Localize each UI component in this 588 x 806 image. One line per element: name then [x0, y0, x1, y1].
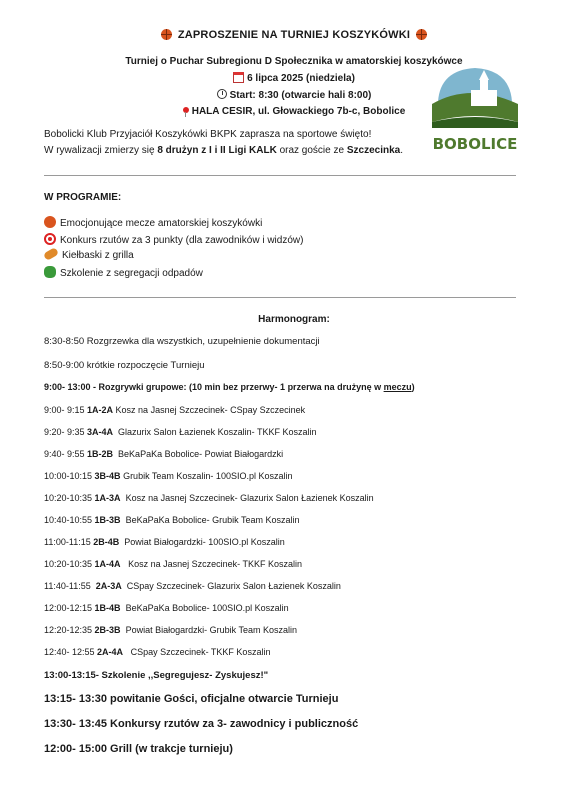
- match-row: [44, 559, 302, 569]
- match-code: 1B-4B: [94, 603, 121, 613]
- match-row: [44, 581, 341, 591]
- target-icon: [44, 233, 56, 245]
- program-item: [44, 250, 134, 261]
- match-time: 12:00-12:15: [44, 603, 95, 613]
- pin-icon: [183, 107, 189, 113]
- match-time: 10:20-10:35: [44, 559, 95, 569]
- match-row: [44, 471, 292, 481]
- program-item: [44, 266, 203, 279]
- match-teams: Powiat Białogardzki- Grubik Team Koszalin: [120, 625, 297, 635]
- match-teams: Grubik Team Koszalin- 100SIO.pl Koszalin: [120, 471, 293, 481]
- match-code: 1B-3B: [94, 515, 121, 525]
- match-row: [44, 537, 285, 547]
- divider: [44, 175, 516, 176]
- match-time: 11:00-11:15: [44, 537, 94, 547]
- sausage-icon: [43, 247, 59, 261]
- group-header-underlined: meczu: [383, 382, 412, 392]
- match-row: [44, 405, 305, 415]
- group-header-text: ): [411, 382, 415, 392]
- match-row: [44, 603, 289, 613]
- subtitle: Turniej o Puchar Subregionu D Społecznika w amatorskiej koszykówce: [125, 56, 463, 67]
- bobolice-logo: [430, 62, 520, 157]
- match-teams: Kosz na Jasnej Szczecinek- CSpay Szczecinek: [113, 405, 306, 415]
- schedule-title: Harmonogram:: [258, 314, 330, 325]
- match-teams: BeKaPaKa Bobolice- Grubik Team Koszalin: [120, 515, 300, 525]
- page-title: [0, 29, 588, 41]
- recycle-icon: [44, 266, 56, 278]
- basketball-icon: [161, 29, 172, 40]
- match-teams: Glazurix Salon Łazienek Koszalin- TKKF Koszalin: [113, 427, 317, 437]
- calendar-icon: [233, 72, 244, 83]
- basketball-icon: [416, 29, 427, 40]
- venue-text: HALA CESIR, ul. Głowackiego 7b-c, Bobolice: [191, 106, 406, 117]
- intro-guests: Szczecinka: [346, 145, 401, 156]
- match-teams: Kosz na Jasnej Szczecinek- TKKF Koszalin: [120, 559, 302, 569]
- divider: [44, 297, 516, 298]
- match-teams: BeKaPaKa Bobolice- Powiat Białogardzki: [113, 449, 284, 459]
- match-row: [44, 427, 316, 437]
- match-code: 1A-3A: [94, 493, 121, 503]
- closing-training: 13:00-13:15- Szkolenie ,,Segregujesz- Zyskujesz!": [44, 670, 269, 681]
- match-row: [44, 647, 270, 657]
- title-text: ZAPROSZENIE NA TURNIEJ KOSZYKÓWKI: [177, 29, 411, 41]
- basketball-icon: [44, 216, 56, 228]
- match-time: 9:20- 9:35: [44, 427, 88, 437]
- intro-text: .: [400, 145, 403, 156]
- group-header-text: 9:00- 13:00 - Rozgrywki grupowe: (10 min bez przerwy- 1 przerwa na drużynę w: [44, 382, 384, 392]
- schedule-row: 8:30-8:50 Rozgrzewka dla wszystkich, uzupełnienie dokumentacji: [44, 336, 320, 347]
- schedule-row: 8:50-9:00 krótkie rozpoczęcie Turnieju: [44, 360, 205, 371]
- program-item-text: Kiełbaski z grilla: [62, 250, 134, 261]
- program-item-text: Konkurs rzutów za 3 punkty (dla zawodników i widzów): [60, 235, 304, 246]
- match-teams: Powiat Białogardzki- 100SIO.pl Koszalin: [119, 537, 285, 547]
- match-code: 2B-3B: [94, 625, 121, 635]
- group-stage-header: [44, 382, 415, 392]
- intro-teams: 8 drużyn z I i II Ligi KALK: [157, 145, 277, 156]
- program-item-text: Emocjonujące mecze amatorskiej koszykówki: [60, 218, 263, 229]
- match-row: [44, 515, 300, 525]
- match-code: 3A-4A: [87, 427, 114, 437]
- final-row: 13:30- 13:45 Konkursy rzutów za 3- zawodnicy i publiczność: [44, 718, 359, 730]
- match-time: 9:40- 9:55: [44, 449, 88, 459]
- match-time: 10:40-10:55: [44, 515, 95, 525]
- match-code: 3B-4B: [94, 471, 121, 481]
- date-text: 6 lipca 2025 (niedziela): [247, 73, 355, 84]
- match-row: [44, 493, 374, 503]
- match-code: 1A-4A: [94, 559, 121, 569]
- match-teams: Kosz na Jasnej Szczecinek- Glazurix Salon Łazienek Koszalin: [120, 493, 374, 503]
- match-time: 12:40- 12:55: [44, 647, 98, 657]
- intro-line-2: [44, 145, 444, 156]
- match-teams: CSpay Szczecinek- TKKF Koszalin: [123, 647, 271, 657]
- match-teams: CSpay Szczecinek- Glazurix Salon Łazienek Koszalin: [121, 581, 341, 591]
- program-item: [44, 233, 303, 246]
- match-code: 2B-4B: [93, 537, 120, 547]
- match-row: [44, 625, 297, 635]
- match-row: [44, 449, 283, 459]
- final-row: 12:00- 15:00 Grill (w trakcje turnieju): [44, 743, 233, 755]
- match-time: 10:00-10:15: [44, 471, 95, 481]
- program-title: W PROGRAMIE:: [44, 192, 122, 203]
- match-code: 1B-2B: [87, 449, 114, 459]
- intro-line-1: Bobolicki Klub Przyjaciół Koszykówki BKPK zaprasza na sportowe święto!: [44, 129, 372, 140]
- match-time: 9:00- 9:15: [44, 405, 88, 415]
- final-row: 13:15- 13:30 powitanie Gości, oficjalne otwarcie Turnieju: [44, 693, 339, 705]
- intro-text: oraz goście ze: [276, 145, 347, 156]
- program-item-text: Szkolenie z segregacji odpadów: [60, 268, 203, 279]
- clock-icon: [217, 89, 227, 99]
- match-time: 12:20-12:35: [44, 625, 95, 635]
- match-code: 1A-2A: [87, 405, 114, 415]
- match-teams: BeKaPaKa Bobolice- 100SIO.pl Koszalin: [120, 603, 289, 613]
- program-item: [44, 216, 262, 229]
- start-text: Start: 8:30 (otwarcie hali 8:00): [229, 90, 372, 101]
- intro-text: W rywalizacji zmierzy się: [44, 145, 158, 156]
- match-code: 2A-4A: [97, 647, 124, 657]
- match-time: 11:40-11:55: [44, 581, 96, 591]
- match-code: 2A-3A: [95, 581, 122, 591]
- logo-text: BOBOLICE: [432, 135, 518, 153]
- match-time: 10:20-10:35: [44, 493, 95, 503]
